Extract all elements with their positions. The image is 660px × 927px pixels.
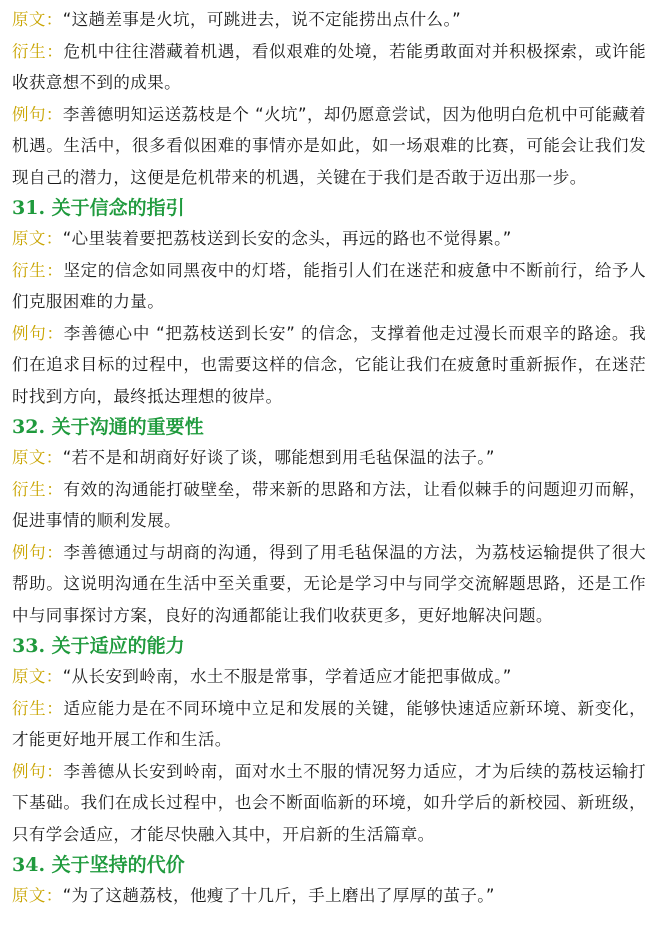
yuanwen-text: “心里装着要把荔枝送到长安的念头，再远的路也不觉得累。” — [62, 229, 512, 248]
liju-label: 例句： — [12, 542, 64, 562]
section-33 — [12, 632, 646, 850]
yansheng-paragraph — [12, 474, 646, 537]
liju-paragraph — [12, 756, 646, 851]
liju-text: 李善德从长安到岭南，面对水土不服的情况努力适应，才为后续的荔枝运输打下基础。我们在成长过程中，也会不断面临新的环境，如升学后的新校园、新班级，只有学会适应，才能尽快融入其中，开启新的生活篇章。 — [12, 761, 647, 844]
liju-label: 例句： — [12, 323, 64, 343]
liju-text: 李善德明知运送荔枝是个 “火坑”，却仍愿意尝试，因为他明白危机中可能藏着机遇。生活中，很多看似困难的事情亦是如此，如一场艰难的比赛，可能会让我们发现自己的潜力，这便是危机带来的机遇，关键在于我们是否敢于迈出那一步。 — [12, 104, 647, 187]
yansheng-label: 衍生： — [12, 698, 64, 718]
section-30 — [12, 4, 646, 193]
yuanwen-paragraph — [12, 661, 646, 693]
yuanwen-label: 原文： — [12, 10, 63, 29]
yuanwen-text: “为了这趟荔枝，他瘦了十几斤，手上磨出了厚厚的茧子。” — [62, 886, 495, 905]
yansheng-label: 衍生： — [12, 41, 64, 61]
yansheng-text: 危机中往往潜藏着机遇，看似艰难的处境，若能勇敢面对并积极探索，或许能收获意想不到的成果。 — [12, 41, 647, 92]
liju-paragraph — [12, 537, 646, 632]
liju-label: 例句： — [12, 761, 64, 781]
yuanwen-paragraph — [12, 880, 646, 912]
yuanwen-paragraph — [12, 4, 646, 36]
section-heading: 34. 关于坚持的代价 — [12, 854, 185, 876]
section-31 — [12, 194, 646, 412]
section-34 — [12, 851, 646, 912]
yuanwen-label: 原文： — [12, 886, 63, 905]
yuanwen-label: 原文： — [12, 229, 63, 248]
section-heading: 31. 关于信念的指引 — [12, 197, 185, 219]
liju-text: 李善德心中 “把荔枝送到长安” 的信念，支撑着他走过漫长而艰辛的路途。我们在追求目标的过程中，也需要这样的信念，它能让我们在疲惫时重新振作，在迷茫时找到方向，最终抵达理想的彼岸。 — [12, 323, 646, 406]
section-heading: 32. 关于沟通的重要性 — [12, 416, 204, 438]
yansheng-paragraph — [12, 36, 646, 99]
yansheng-label: 衍生： — [12, 479, 64, 499]
yansheng-paragraph — [12, 255, 646, 318]
section-heading: 33. 关于适应的能力 — [12, 635, 185, 657]
yansheng-text: 适应能力是在不同环境中立足和发展的关键，能够快速适应新环境、新变化，才能更好地开展工作和生活。 — [12, 698, 647, 749]
yansheng-label: 衍生： — [12, 260, 64, 280]
yuanwen-text: “从长安到岭南，水土不服是常事，学着适应才能把事做成。” — [62, 667, 512, 686]
liju-paragraph — [12, 99, 646, 194]
yuanwen-paragraph — [12, 442, 646, 474]
liju-paragraph — [12, 318, 646, 413]
yansheng-paragraph — [12, 693, 646, 756]
yuanwen-label: 原文： — [12, 667, 63, 686]
yansheng-text: 有效的沟通能打破壁垒，带来新的思路和方法，让看似棘手的问题迎刃而解，促进事情的顺利发展。 — [12, 479, 647, 530]
yuanwen-text: “若不是和胡商好好谈了谈，哪能想到用毛毡保温的法子。” — [62, 448, 495, 467]
yuanwen-paragraph — [12, 223, 646, 255]
liju-text: 李善德通过与胡商的沟通，得到了用毛毡保温的方法，为荔枝运输提供了很大帮助。这说明沟通在生活中至关重要，无论是学习中与同学交流解题思路，还是工作中与同事探讨方案，良好的沟通都能让我们收获更多，更好地解决问题。 — [12, 542, 647, 625]
section-32 — [12, 413, 646, 631]
yuanwen-text: “这趟差事是火坑，可跳进去，说不定能捞出点什么。” — [62, 10, 462, 29]
yuanwen-label: 原文： — [12, 448, 63, 467]
yansheng-text: 坚定的信念如同黑夜中的灯塔，能指引人们在迷茫和疲惫中不断前行，给予人们克服困难的力量。 — [12, 260, 647, 311]
liju-label: 例句： — [12, 104, 63, 124]
